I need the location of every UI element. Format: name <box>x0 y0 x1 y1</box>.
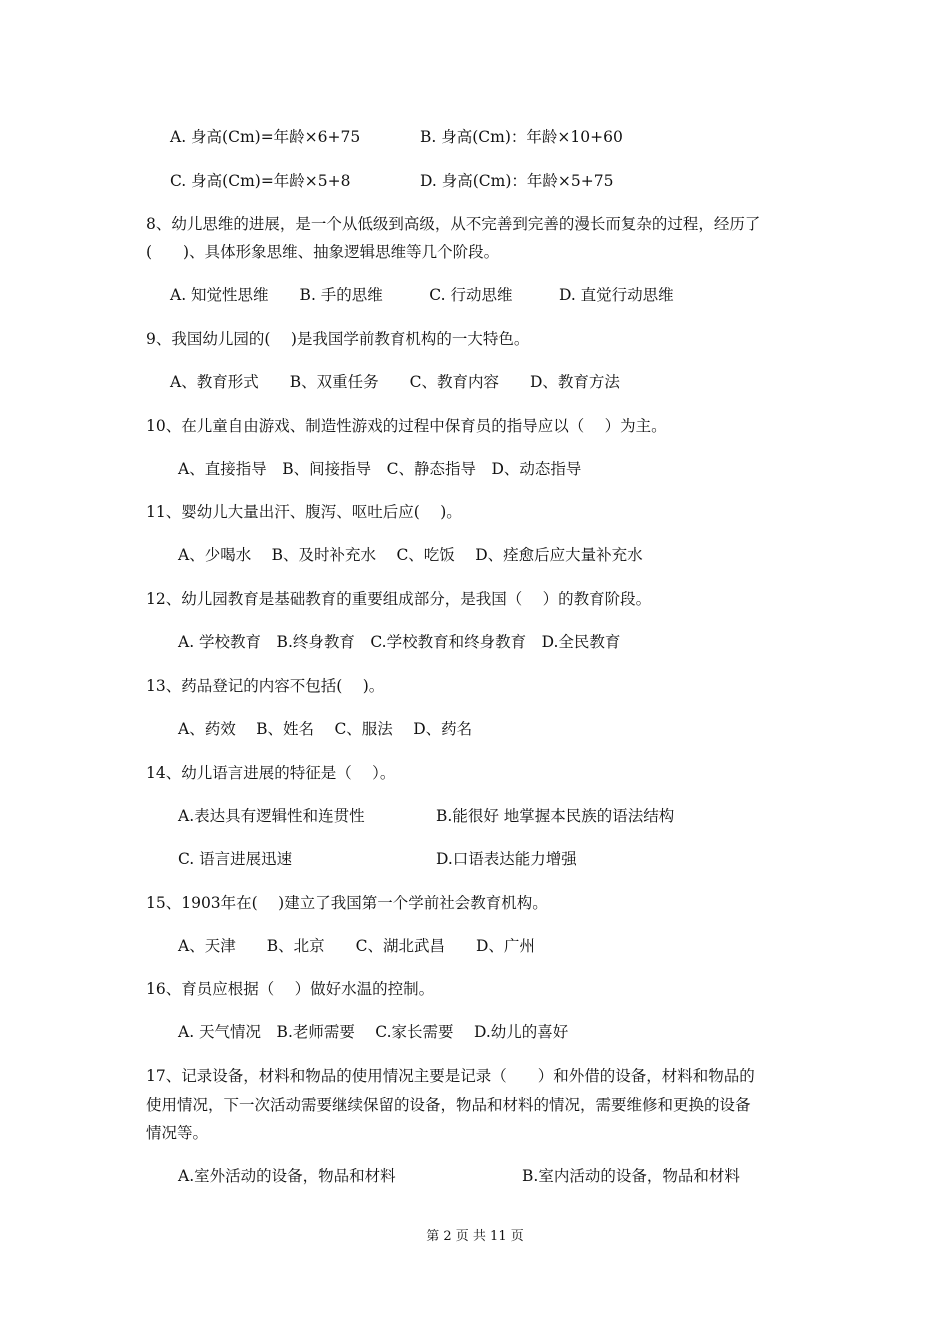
q7-option-b: B. 身高(Cm)：年龄×10+60 <box>420 128 623 146</box>
q17-option-b: B.室内活动的设备，物品和材料 <box>522 1167 740 1185</box>
q14-option-b: B.能很好 地掌握本民族的语法结构 <box>436 807 675 825</box>
q7-option-a: A. 身高(Cm)=年龄×6+75 <box>170 128 361 146</box>
q7-option-d: D. 身高(Cm)：年龄×5+75 <box>420 172 614 190</box>
q16-options: A. 天气情况 B.老师需要 C.家长需要 D.幼儿的喜好 <box>178 1023 569 1041</box>
q14-option-d: D.口语表达能力增强 <box>436 850 577 868</box>
q10-question: 10、在儿童自由游戏、制造性游戏的过程中保育员的指导应以（ ）为主。 <box>146 417 667 435</box>
q12-question: 12、幼儿园教育是基础教育的重要组成部分，是我国（ ）的教育阶段。 <box>146 590 652 608</box>
q8-options: A. 知觉性思维 B. 手的思维 C. 行动思维 D. 直觉行动思维 <box>170 286 674 304</box>
q14-option-c: C. 语言进展迅速 <box>178 850 293 868</box>
page-footer: 第 2 页 共 11 页 <box>426 1229 524 1244</box>
q12-options: A. 学校教育 B.终身教育 C.学校教育和终身教育 D.全民教育 <box>178 633 621 651</box>
q14-option-a: A.表达具有逻辑性和连贯性 <box>178 807 365 825</box>
q15-question: 15、1903年在( )建立了我国第一个学前社会教育机构。 <box>146 894 548 912</box>
q15-options: A、天津 B、北京 C、湖北武昌 D、广州 <box>178 937 535 955</box>
q11-question: 11、婴幼儿大量出汗、腹泻、呕吐后应( )。 <box>146 503 462 521</box>
q10-options: A、直接指导 B、间接指导 C、静态指导 D、动态指导 <box>178 460 582 478</box>
q9-question: 9、我国幼儿园的( )是我国学前教育机构的一大特色。 <box>146 330 530 348</box>
q8-question-line1: 8、幼儿思维的进展，是一个从低级到高级，从不完善到完善的漫长而复杂的过程，经历了 <box>146 215 761 233</box>
q9-options: A、教育形式 B、双重任务 C、教育内容 D、教育方法 <box>170 373 620 391</box>
q11-options: A、少喝水 B、及时补充水 C、吃饭 D、痊愈后应大量补充水 <box>178 546 643 564</box>
q16-question: 16、育员应根据（ ）做好水温的控制。 <box>146 980 435 998</box>
q17-question-line2: 使用情况，下一次活动需要继续保留的设备，物品和材料的情况，需要维修和更换的设备 <box>146 1096 751 1114</box>
q14-question: 14、幼儿语言进展的特征是（ ）。 <box>146 764 396 782</box>
q17-question-line3: 情况等。 <box>146 1124 209 1142</box>
q8-question-line2: ( )、具体形象思维、抽象逻辑思维等几个阶段。 <box>146 243 500 261</box>
q7-option-c: C. 身高(Cm)=年龄×5+8 <box>170 172 351 190</box>
q17-question-line1: 17、记录设备，材料和物品的使用情况主要是记录（ ）和外借的设备，材料和物品的 <box>146 1067 755 1085</box>
q13-options: A、药效 B、姓名 C、服法 D、药名 <box>178 720 473 738</box>
q17-option-a: A.室外活动的设备，物品和材料 <box>178 1167 396 1185</box>
q13-question: 13、药品登记的内容不包括( )。 <box>146 677 385 695</box>
